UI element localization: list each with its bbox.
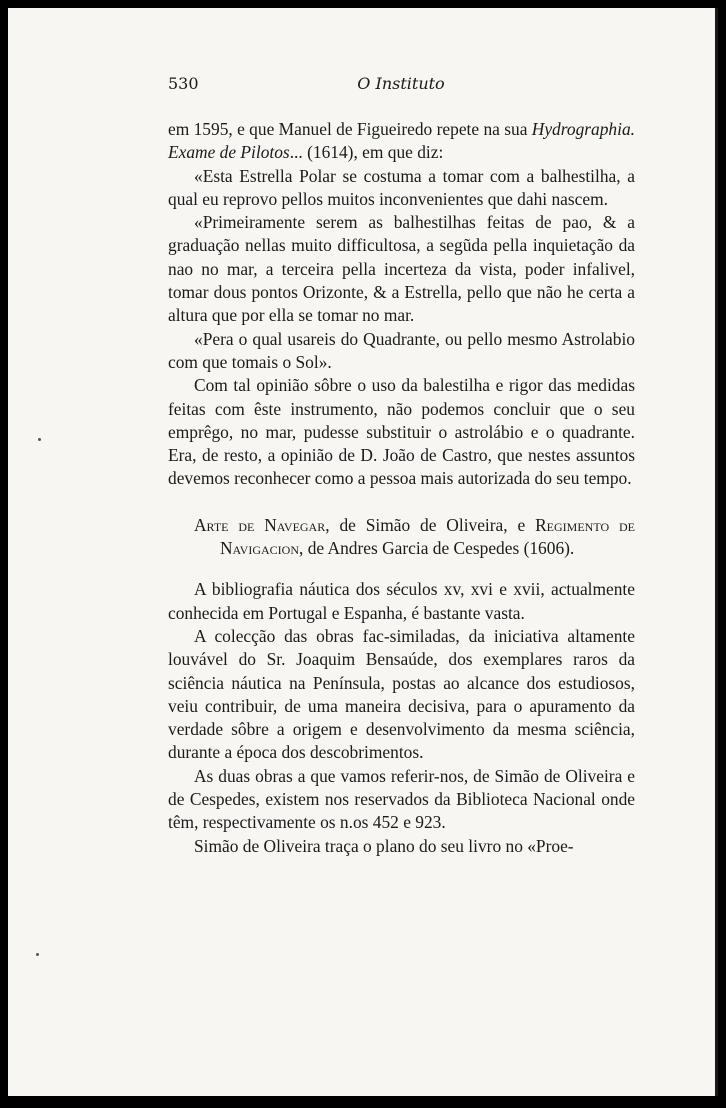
page-header	[168, 74, 634, 98]
running-title: O Instituto	[357, 74, 445, 93]
paragraph-1: em 1595, e que Manuel de Figueiredo repete na sua Hydrographia. Exame de Pilotos... (1614), em que diz:	[168, 119, 635, 163]
paragraph-works: As duas obras a que vamos referir-nos, de Simão de Oliveira e de Cespedes, existem nos reservados da Biblioteca Nacional onde têm, respectivamente os n.os 452 e 923.	[168, 765, 635, 833]
paper-speck	[38, 438, 41, 441]
book-title: Hydrographia. Exame de Pilotos	[168, 119, 635, 163]
page-number: 530	[168, 74, 199, 93]
paragraph-plan: Simão de Oliveira traça o plano do seu livro no «Proe-	[194, 835, 574, 856]
body-text	[168, 118, 635, 858]
paragraph-bibliography: A bibliografia náutica dos séculos xv, xvi e xvii, actualmente conhecida em Portugal e Espanha, é bastante vasta.	[168, 579, 635, 623]
paragraph-opinion: Com tal opinião sôbre o uso da balestilha e rigor das medidas feitas com êste instrumento, não podemos concluir que o seu emprêgo, no mar, pudesse substituir o astrolábio e o quadrante. Era, de resto, a opinião de D. João de Castro, que nestes assuntos devemos reconhecer como a pessoa mais autorizada do seu tempo.	[168, 375, 635, 489]
section-heading: Arte de Navegar, de Simão de Oliveira, e Regimento de Navigacion, de Andres Garcia de Cespedes (1606).	[194, 514, 635, 559]
book-page	[8, 8, 718, 1096]
paragraph-quote-2: «Primeiramente serem as balhestilhas feitas de pao, & a graduação nellas muito difficultosa, a segũda pella inquietação da nao no mar, a terceira pella incerteza da vista, poder infalivel, tomar dous pontos Orizonte, & a Estrella, pello que não he certa a altura que por ella se tomar no mar.	[168, 212, 635, 326]
paper-speck	[36, 953, 39, 956]
paragraph-collection: A colecção das obras fac-similadas, da iniciativa altamente louvável do Sr. Joaquim Bensaúde, dos exemplares raros da sciência náutica na Península, postas ao alcance dos estudiosos, veiu contribuir, de uma maneira decisiva, para o apuramento da verdade sôbre a origem e desenvolvimento da mesma sciência, durante a época dos descobrimentos.	[168, 625, 635, 763]
paragraph-quote-1: «Esta Estrella Polar se costuma a tomar com a balhestilha, a qual eu reprovo pellos muitos inconvenientes que dahi nascem.	[168, 165, 635, 209]
paragraph-quote-3: «Pera o qual usareis do Quadrante, ou pello mesmo Astrolabio com que tomais o Sol».	[168, 328, 635, 372]
